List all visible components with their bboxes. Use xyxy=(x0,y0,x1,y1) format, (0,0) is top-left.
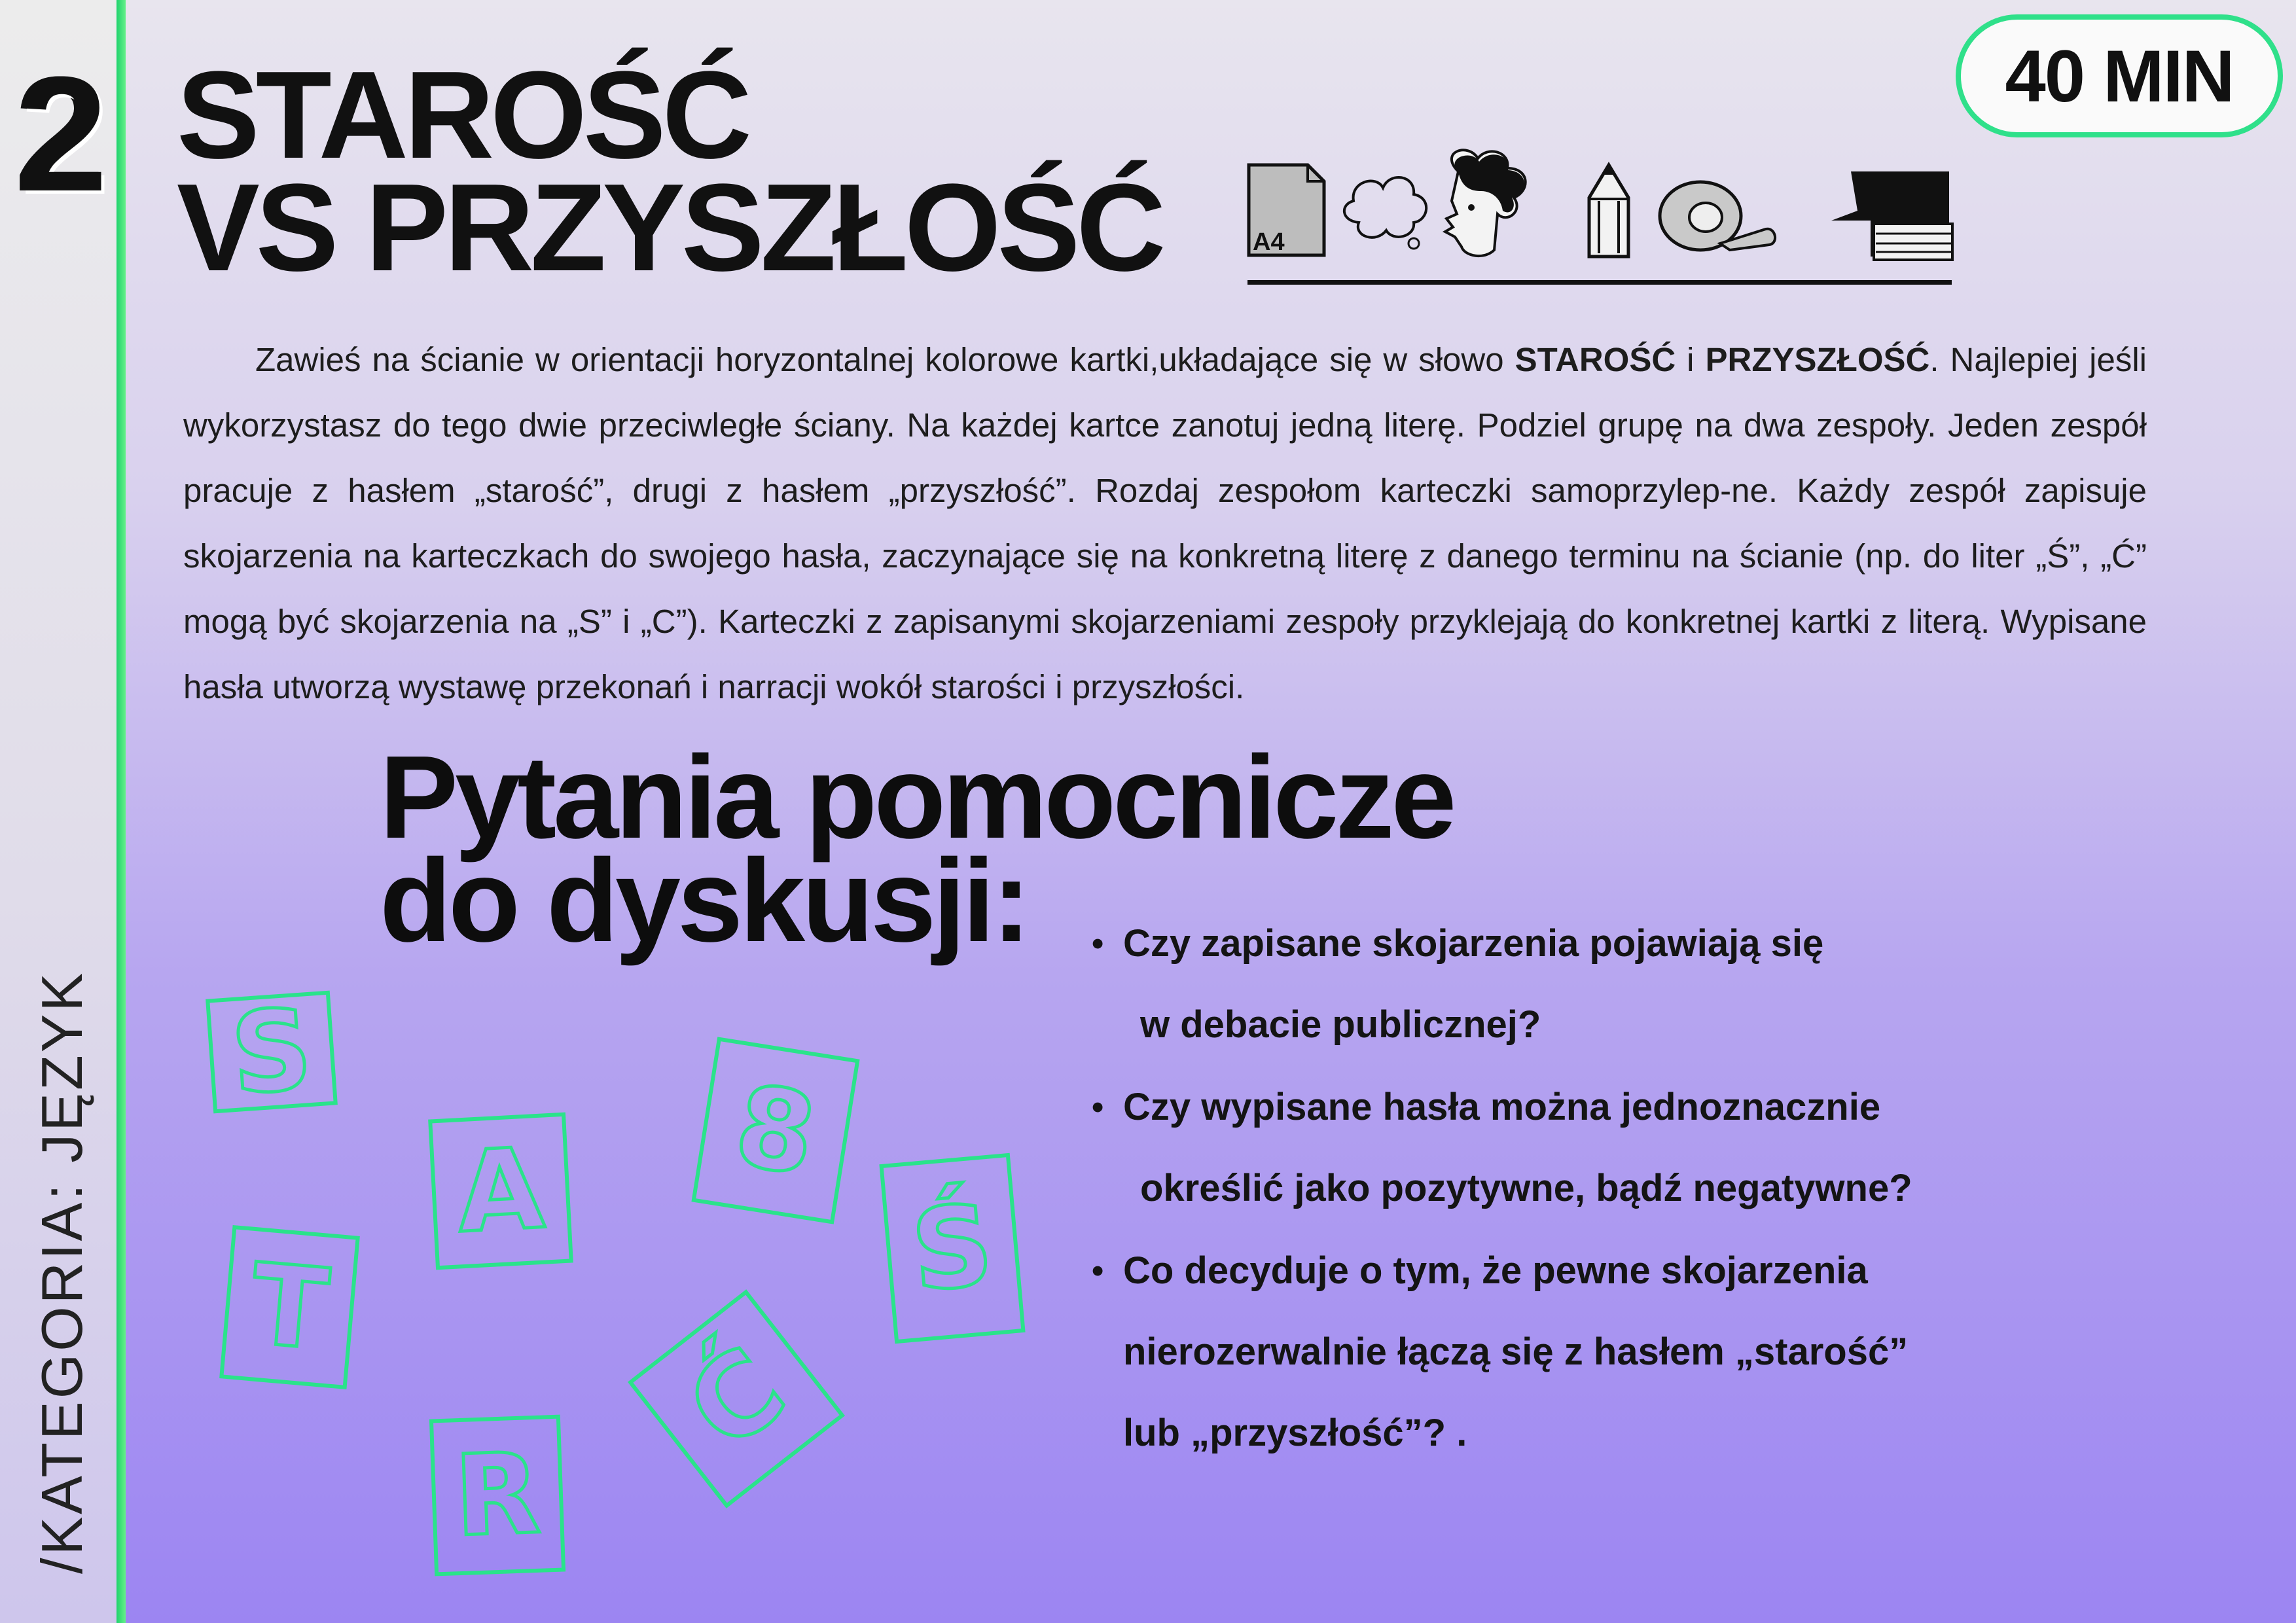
question-item xyxy=(1092,1230,2204,1474)
discussion-questions xyxy=(1092,903,2204,1475)
category-label: /KATEGORIA: JĘZYK xyxy=(29,970,94,1574)
question-line: • Czy wypisane hasła można jednoznacznie xyxy=(1123,1086,1881,1128)
letter-card-letter: Ć xyxy=(664,1323,809,1475)
letter-card-s xyxy=(206,984,338,1120)
question-line: • Co decyduje o tym, że pewne skojarzenia xyxy=(1123,1249,1868,1292)
keyword-staros: STAROŚĆ xyxy=(1515,341,1676,378)
letter-card-letter: T xyxy=(246,1239,333,1376)
letter-card-letter: R xyxy=(452,1429,543,1562)
sidebar-divider xyxy=(117,0,126,1623)
question-line: • Czy zapisane skojarzenia pojawiają się xyxy=(1123,922,1824,965)
activity-number: 2 xyxy=(16,43,103,225)
instructions-text xyxy=(183,327,2147,720)
materials-icons xyxy=(1242,145,1956,289)
instructions-part: Zawieś na ścianie w orientacji horyzontalnej kolorowe kartki,układające się w słowo xyxy=(255,341,1515,378)
sidebar xyxy=(0,0,118,1623)
letter-card-8 xyxy=(691,1037,859,1224)
question-line: nierozerwalnie łączą się z hasłem „starość” xyxy=(1123,1330,1909,1373)
sticky-notes-icon xyxy=(1831,171,1952,260)
paper-a4-icon xyxy=(1249,165,1324,256)
question-line: w debacie publicznej? xyxy=(1140,1003,1541,1046)
paper-a4-label: A4 xyxy=(1253,228,1285,256)
pencil-icon xyxy=(1589,165,1628,257)
discussion-heading-line-2: do dyskusji: xyxy=(380,835,1028,967)
title-line-1: STAROŚĆ xyxy=(177,46,748,185)
question-item xyxy=(1092,1067,2204,1229)
letter-card-s-acute xyxy=(879,1153,1025,1344)
question-line: lub „przyszłość”? . xyxy=(1123,1412,1467,1454)
letter-card-r xyxy=(429,1415,565,1577)
instructions-connector: i xyxy=(1676,341,1706,378)
letter-card-c-acute xyxy=(628,1289,845,1508)
letter-card-letter: Ś xyxy=(906,1180,998,1317)
instructions-paragraph xyxy=(183,327,2147,720)
instructions-part: . Najlepiej jeśli wykorzystasz do tego dwie przeciwległe ściany. Na każdej kartce zanotuj jedną literę. Podziel grupę na dwa zespoły. Jeden zespół pracuje z hasłem „starość”, drugi z hasłem „przyszłość”. Rozdaj zespołom karteczki samoprzylep-ne. Każdy zespół zapisuje skojarzenia na karteczkach do swojego hasła, zaczynające się na konkretną literę z danego terminu na ścianie (np. do liter „Ś”, „Ć” mogą być skojarzenia na „S” i „C”). Karteczki z zapisanymi skojarzeniami zespoły przyklejają do konkretnej kartki z literą. Wypisane hasła utworzą wystawę przekonań i narracji wokół starości i przyszłości. xyxy=(183,341,2147,705)
keyword-przyszlosc: PRZYSZŁOŚĆ xyxy=(1705,341,1930,378)
materials-underline xyxy=(1247,280,1952,285)
letter-card-letter: 8 xyxy=(727,1060,824,1201)
question-line: określić jako pozytywne, bądź negatywne? xyxy=(1140,1167,1912,1209)
letter-card-t xyxy=(219,1225,360,1389)
letter-card-letter: A xyxy=(454,1124,547,1258)
page-title xyxy=(177,46,1289,297)
time-badge: 40 MIN xyxy=(1956,14,2283,137)
title-line-2: VS PRZYSZŁOŚĆ xyxy=(177,158,1162,297)
speaking-person-icon xyxy=(1344,150,1526,256)
letter-card-a xyxy=(428,1113,573,1270)
letter-card-letter: S xyxy=(227,984,316,1120)
tape-icon xyxy=(1660,182,1775,250)
discussion-heading-line-1: Pytania pomocnicze xyxy=(380,732,1454,863)
question-item xyxy=(1092,903,2204,1065)
